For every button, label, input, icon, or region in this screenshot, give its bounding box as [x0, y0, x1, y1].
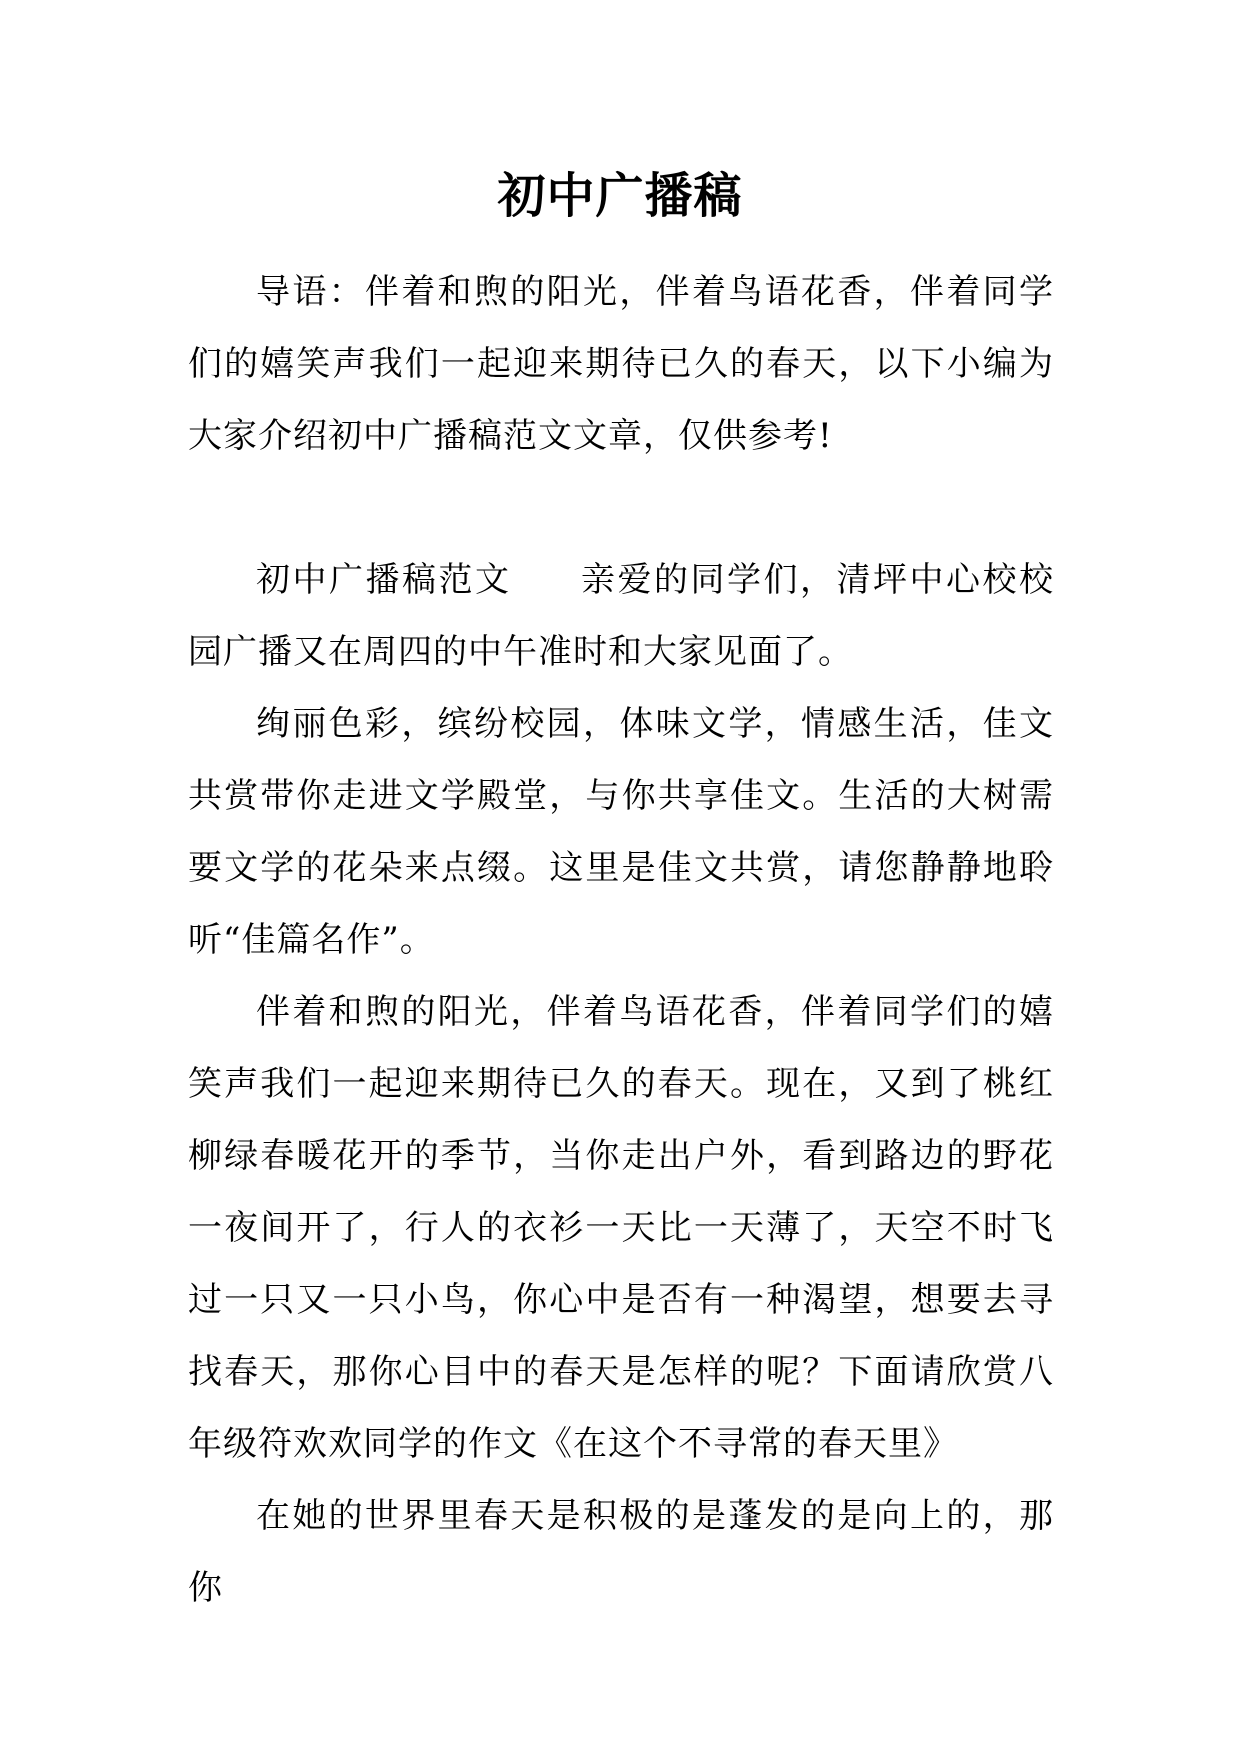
body-paragraph: 绚丽色彩，缤纷校园，体味文学，情感生活，佳文共赏带你走进文学殿堂，与你共享佳文。生活的大树需要文学的花朵来点缀。这里是佳文共赏，请您静静地聆听“佳篇名作”。 — [188, 704, 1054, 960]
document-body — [188, 256, 1054, 1624]
body-paragraph: 在她的世界里春天是积极的是蓬发的是向上的，那你 — [188, 1496, 1054, 1608]
body-paragraph: 伴着和煦的阳光，伴着鸟语花香，伴着同学们的嬉笑声我们一起迎来期待已久的春天。现在，又到了桃红柳绿春暖花开的季节，当你走出户外，看到路边的野花一夜间开了，行人的衣衫一天比一天薄了，天空不时飞过一只又一只小鸟，你心中是否有一种渴望，想要去寻找春天，那你心目中的春天是怎样的呢？下面请欣赏八年级符欢欢同学的作文《在这个不寻常的春天里》 — [188, 992, 1054, 1464]
intro-paragraph: 导语：伴着和煦的阳光，伴着鸟语花香，伴着同学们的嬉笑声我们一起迎来期待已久的春天，以下小编为大家介绍初中广播稿范文文章，仅供参考! — [188, 272, 1054, 456]
section-paragraph — [188, 544, 1054, 688]
section-heading: 初中广播稿范文 — [256, 560, 512, 600]
document-title: 初中广播稿 — [497, 168, 743, 224]
section-first-text: 亲爱的同学们，清坪中心校校园广播又在周四的中午准时和大家见面了。 — [188, 560, 1054, 672]
